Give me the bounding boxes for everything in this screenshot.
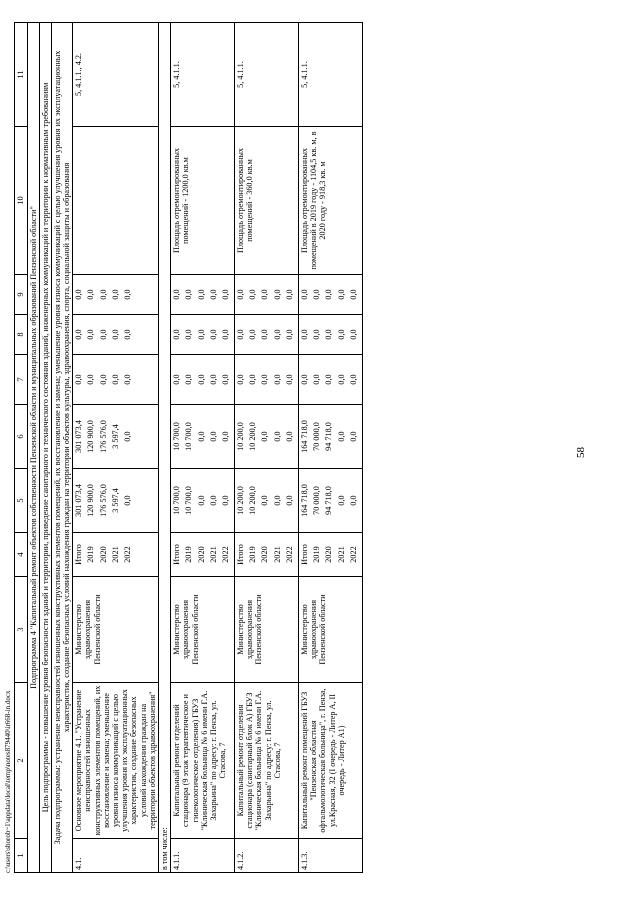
cell-value: 0,0 [348,329,358,340]
local-budget-cell [73,315,159,355]
cell-value: 0,0 [196,495,206,506]
cell-value: 0,0 [312,329,322,340]
cell-value: 0,0 [248,329,258,340]
cell-value: 0,0 [348,289,358,300]
cell-value: 0,0 [208,374,218,385]
cell-value: 301 073,4 [74,484,84,517]
indicator: Площадь отремонтированных помещений в 2019 году - 1104,5 кв. м, в 2020 году - 918,3 кв. м [299,127,363,275]
cell-value: 10 700,0 [172,486,182,515]
cell-value: 0,0 [110,289,120,300]
other-sources-cell [171,275,235,315]
subprogram-task: Задача подпрограммы: устранение неисправностей изношенных конструктивных элементов помещений, их восстановление и замена; уменьшение уровня износа коммуникаций с целью улучшения уровня их эксплуатационных характеристик, создание безопасных условий нахождения граждан на территории объектов культуры, здравоохранения, спорта, социальной защиты и образования [51,23,72,873]
cell-value: 2019 [86,546,96,563]
cell-value: 0,0 [220,431,230,442]
indicator [73,127,159,275]
regional-budget-cell [171,405,235,469]
cell-value: 0,0 [98,374,108,385]
total-funding-cell [171,469,235,533]
cell-value: 0,0 [110,374,120,385]
subprogram-title: Подпрограмма 4 "Капитальный ремонт объектов собственности Пензенской области и муниципальных образований Пензенской области" [27,23,39,873]
cell-value: 0,0 [336,431,346,442]
cell-value: 0,0 [196,374,206,385]
other-sources-cell [73,275,159,315]
other-sources-cell [299,275,363,315]
measure-name: Капитальный ремонт отделения стационара (санитарный блок А) ГБУЗ "Клиническая больница № 6 имени Г.А. Захарьина" по адресу: г. Пенза, ул. Стасова, 7 [235,683,299,839]
cell-value: 0,0 [172,374,182,385]
column-number-row [15,23,28,873]
cell-value: 3 597,4 [110,488,120,513]
cell-value: 0,0 [74,329,84,340]
row-number: 4.1. [73,839,159,873]
local-budget-cell [299,315,363,355]
cell-value: 0,0 [260,289,270,300]
years-cell [171,533,235,577]
cell-value: 0,0 [74,374,84,385]
cell-value: 0,0 [236,329,246,340]
federal-budget-cell [171,355,235,405]
subprogram-goal: Цель подпрограммы - повышение уровня безопасности зданий и территории, приведение санитарного и технического состояния зданий, инженерных коммуникаций и территории к нормативным требованиям [39,23,51,873]
cell-value: 94 718,0 [324,486,334,515]
cell-value: 0,0 [172,329,182,340]
cell-value: 2019 [184,546,194,563]
cell-value: 94 718,0 [324,422,334,451]
cell-value: 0,0 [324,374,334,385]
col-number: 8 [15,315,28,355]
cell-value: 2022 [284,546,294,563]
cell-value: 0,0 [248,374,258,385]
cell-value: 0,0 [220,329,230,340]
years-cell [235,533,299,577]
executor: Министерство здравоохранения Пензенской области [171,577,235,683]
cell-value: 0,0 [236,374,246,385]
cell-value: 2020 [260,546,270,563]
col-number: 6 [15,405,28,469]
col-number: 2 [15,683,28,839]
goal-row [39,23,51,873]
cell-value: 0,0 [336,374,346,385]
cell-value: 0,0 [284,431,294,442]
link-to-indicators: 5, 4.1.1. [235,23,299,127]
cell-value: 0,0 [172,289,182,300]
cell-value: 0,0 [272,374,282,385]
cell-value: 0,0 [348,431,358,442]
total-funding-cell [235,469,299,533]
years-cell [299,533,363,577]
federal-budget-cell [73,355,159,405]
row-number: 4.1.1. [171,839,235,873]
cell-value: 0,0 [184,329,194,340]
cell-value: 0,0 [324,329,334,340]
cell-value: 0,0 [220,374,230,385]
row-number: 4.1.2. [235,839,299,873]
cell-value: 0,0 [272,329,282,340]
indicator: Площадь отремонтированных помещений - 1200,0 кв.м [171,127,235,275]
cell-value: Итого [236,544,246,565]
total-funding-cell [73,469,159,533]
cell-value: 0,0 [312,289,322,300]
cell-value: 0,0 [110,329,120,340]
cell-value: 2019 [312,546,322,563]
executor: Министерство здравоохранения Пензенской области [73,577,159,683]
cell-value: 0,0 [300,329,310,340]
cell-value: 0,0 [336,329,346,340]
link-to-indicators: 5, 4.1.1. [171,23,235,127]
regional-budget-cell [299,405,363,469]
cell-value: 2022 [220,546,230,563]
cell-value: 120 900,0 [86,420,96,453]
cell-value: 0,0 [208,329,218,340]
total-funding-cell [299,469,363,533]
cell-value: 0,0 [300,289,310,300]
cell-value: 0,0 [208,289,218,300]
col-number: 11 [15,23,28,127]
cell-value: 10 200,0 [248,422,258,451]
in-that-number-label: в том числе: [158,23,170,873]
cell-value: 0,0 [184,374,194,385]
cell-value: 2022 [348,546,358,563]
cell-value: 2020 [196,546,206,563]
cell-value: 0,0 [300,374,310,385]
cell-value: 0,0 [284,495,294,506]
measure-name: Основное мероприятие 4.1. "Устранение неисправностей изношенных конструктивных элементов помещений, их восстановление и замена; уменьшение уровня износа коммуникаций с целью улучшения уровня их эксплуатационных характеристик, создание безопасных условий нахождения граждан на территории объектов здравоохранения" [73,683,159,839]
cell-value: 176 576,0 [98,420,108,453]
table-row [235,23,299,873]
cell-value: 0,0 [284,374,294,385]
table-row [299,23,363,873]
cell-value: 0,0 [348,374,358,385]
cell-value: 0,0 [86,329,96,340]
cell-value: 0,0 [98,329,108,340]
measure-name: Капитальный ремонт отделений стационара (9 этаж терапевтическое и гинекологическое отделения) ГБУЗ "Клиническая больница № 6 имени Г.А. Захарьина" по адресу: г. Пенза, ул. Стасова, 7 [171,683,235,839]
cell-value: Итого [74,544,84,565]
cell-value: 2019 [248,546,258,563]
cell-value: 0,0 [123,329,133,340]
task-row [51,23,72,873]
local-budget-cell [235,315,299,355]
cell-value: 0,0 [260,431,270,442]
col-number: 9 [15,275,28,315]
executor: Министерство здравоохранения Пензенской области [235,577,299,683]
cell-value: 0,0 [348,495,358,506]
cell-value: 0,0 [196,329,206,340]
cell-value: 2020 [324,546,334,563]
cell-value: 70 000,0 [312,486,322,515]
table-row [73,23,159,873]
cell-value: 0,0 [272,289,282,300]
cell-value: 0,0 [86,289,96,300]
page-number: 58 [575,447,587,458]
regional-budget-cell [235,405,299,469]
cell-value: 10 700,0 [184,486,194,515]
federal-budget-cell [235,355,299,405]
executor: Министерство здравоохранения Пензенской области [299,577,363,683]
cell-value: 2021 [336,546,346,563]
cell-value: 10 700,0 [172,422,182,451]
cell-value: 0,0 [208,495,218,506]
cell-value: 0,0 [123,374,133,385]
cell-value: 0,0 [260,495,270,506]
years-cell [73,533,159,577]
col-number: 10 [15,127,28,275]
indicator: Площадь отремонтированных помещений - 360,0 кв.м [235,127,299,275]
link-to-indicators: 5, 4.1.1. [299,23,363,127]
local-budget-cell [171,315,235,355]
row-number: 4.1.3. [299,839,363,873]
cell-value: 0,0 [272,431,282,442]
cell-value: 301 073,4 [74,420,84,453]
regional-budget-cell [73,405,159,469]
cell-value: 70 000,0 [312,422,322,451]
cell-value: 0,0 [272,495,282,506]
other-sources-cell [235,275,299,315]
cell-value: 0,0 [284,329,294,340]
program-table [14,22,363,873]
cell-value: 0,0 [260,374,270,385]
federal-budget-cell [299,355,363,405]
cell-value: 10 200,0 [248,486,258,515]
cell-value: 0,0 [236,289,246,300]
cell-value: 0,0 [196,289,206,300]
cell-value: 0,0 [312,374,322,385]
cell-value: 0,0 [123,289,133,300]
cell-value: 0,0 [248,289,258,300]
col-number: 4 [15,533,28,577]
cell-value: 2021 [208,546,218,563]
col-number: 7 [15,355,28,405]
cell-value: 0,0 [98,289,108,300]
cell-value: 0,0 [336,495,346,506]
cell-value: 0,0 [260,329,270,340]
cell-value: 0,0 [123,431,133,442]
cell-value: 164 718,0 [300,420,310,453]
cell-value: 2020 [98,546,108,563]
cell-value: 2021 [110,546,120,563]
in-that-number-row [158,23,170,873]
cell-value: 0,0 [123,495,133,506]
cell-value: 0,0 [184,289,194,300]
cell-value: 120 900,0 [86,484,96,517]
cell-value: 0,0 [220,289,230,300]
cell-value: 0,0 [208,431,218,442]
cell-value: 0,0 [336,289,346,300]
cell-value: 2022 [123,546,133,563]
cell-value: 2021 [272,546,282,563]
col-number: 1 [15,839,28,873]
cell-value: 10 700,0 [184,422,194,451]
footer-file-path: c:\users\shorob~1\appdata\local\temp\notes879440\ir668-in.docx [4,690,12,873]
cell-value: 0,0 [196,431,206,442]
cell-value: 10 200,0 [236,486,246,515]
cell-value: 3 597,4 [110,424,120,449]
cell-value: Итого [300,544,310,565]
cell-value: 10 200,0 [236,422,246,451]
cell-value: 164 718,0 [300,484,310,517]
col-number: 5 [15,469,28,533]
cell-value: 0,0 [86,374,96,385]
cell-value: 0,0 [324,289,334,300]
cell-value: 0,0 [74,289,84,300]
table-row [171,23,235,873]
cell-value: 176 576,0 [98,484,108,517]
subprogram-row [27,23,39,873]
col-number: 3 [15,577,28,683]
cell-value: 0,0 [220,495,230,506]
table-body [15,23,363,873]
cell-value: Итого [172,544,182,565]
cell-value: 0,0 [284,289,294,300]
measure-name: Капитальный ремонт помещений ГБУЗ "Пензенская областная офтальмологическая больница", г. Пенза, ул.Красная, 32 (I очередь - Литер А, II очередь - Литер А1) [299,683,363,839]
link-to-indicators: 5, 4.1.1., 4.2. [73,23,159,127]
